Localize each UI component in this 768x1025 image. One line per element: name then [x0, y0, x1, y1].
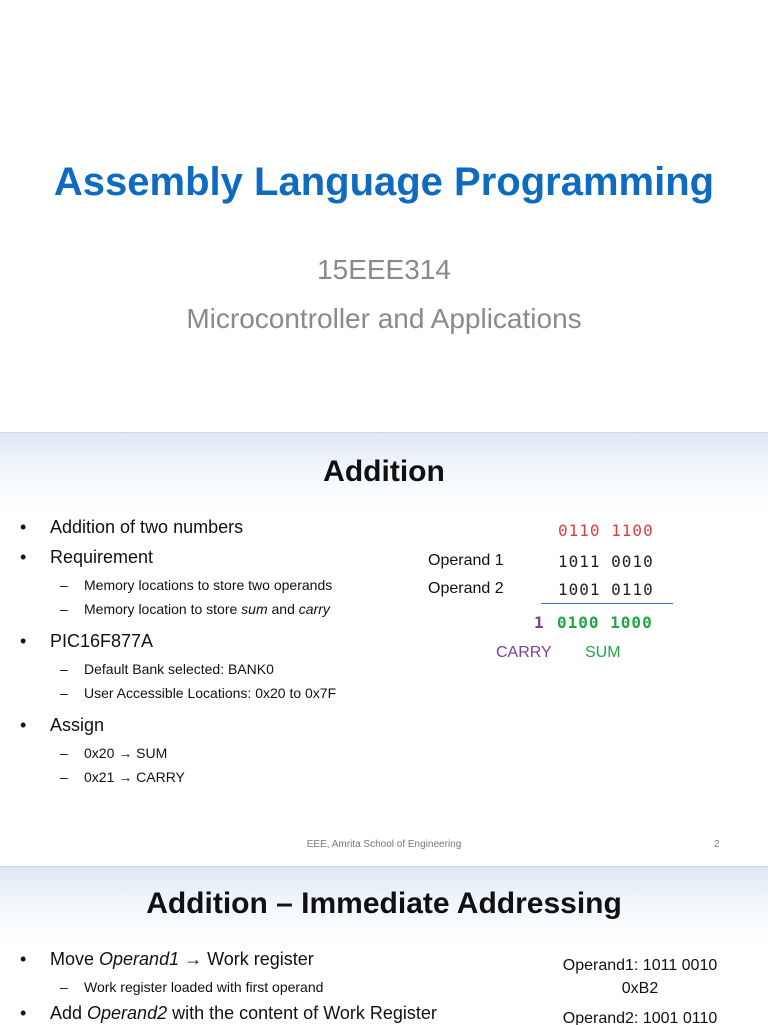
sub-bullet-item: – User Accessible Locations: 0x20 to 0x7F — [20, 683, 410, 703]
operand1-label: Operand 1 — [428, 552, 504, 569]
text: → Work register — [179, 949, 314, 969]
sum-label: SUM — [585, 644, 621, 661]
slide-title: Addition – Immediate Addressing — [146, 887, 622, 920]
immediate-addressing-slide — [0, 866, 768, 1025]
slide-footer: EEE, Amrita School of Engineering — [306, 839, 462, 850]
operand2-label: Operand 2 — [428, 580, 504, 597]
bullet-list — [20, 947, 520, 1025]
sub-bullet-item: – 0x20 → SUM — [20, 743, 410, 763]
sub-bullet-item: – 0x21 → CARRY — [20, 767, 410, 787]
text: Add — [50, 1003, 88, 1023]
result-sum: 0100 1000 — [557, 613, 653, 632]
emphasis-sum: sum — [241, 601, 268, 617]
bullet-item: • Assign — [20, 713, 410, 737]
sub-bullet-item: – Default Bank selected: BANK0 — [20, 659, 410, 679]
slide-title: Addition — [323, 455, 445, 488]
text: Move — [50, 949, 100, 969]
operand2-binary: Operand2: 1001 0110 — [562, 1010, 718, 1025]
slide-title: Assembly Language Programming — [53, 160, 715, 204]
operand1-binary: Operand1: 1011 0010 — [562, 957, 718, 974]
emphasis-carry: carry — [298, 601, 330, 617]
carry-bits: 0110 1100 — [558, 521, 654, 540]
sub-bullet-item: – Work register loaded with first operand — [20, 977, 520, 997]
bullet-item: • Requirement — [20, 545, 410, 569]
text: Memory location to store — [84, 601, 242, 617]
binary-addition-example — [0, 433, 768, 867]
text: with the content of Work Register — [167, 1003, 437, 1023]
bullet-item: • Addition of two numbers — [20, 515, 410, 539]
course-code: 15EEE314 — [317, 254, 451, 285]
carry-label: CARRY — [496, 644, 552, 661]
sub-bullet-item: – Memory locations to store two operands — [20, 575, 410, 595]
operand1-value: 1011 0010 — [558, 552, 654, 571]
bullet-item — [20, 947, 520, 971]
operand1-hex: 0xB2 — [621, 980, 659, 997]
course-name: Microcontroller and Applications — [186, 303, 582, 334]
title-slide — [0, 0, 768, 432]
bullet-item: • PIC16F877A — [20, 629, 410, 653]
operand2-value: 1001 0110 — [558, 580, 654, 599]
text: and — [267, 601, 299, 617]
emphasis-operand1: Operand1 — [99, 949, 180, 969]
sum-divider-line — [541, 603, 673, 604]
page-number: 2 — [714, 839, 720, 850]
emphasis-operand2: Operand2 — [87, 1003, 168, 1023]
bullet-item — [20, 1001, 520, 1025]
addition-slide — [0, 432, 768, 867]
result-carry: 1 — [534, 613, 544, 632]
